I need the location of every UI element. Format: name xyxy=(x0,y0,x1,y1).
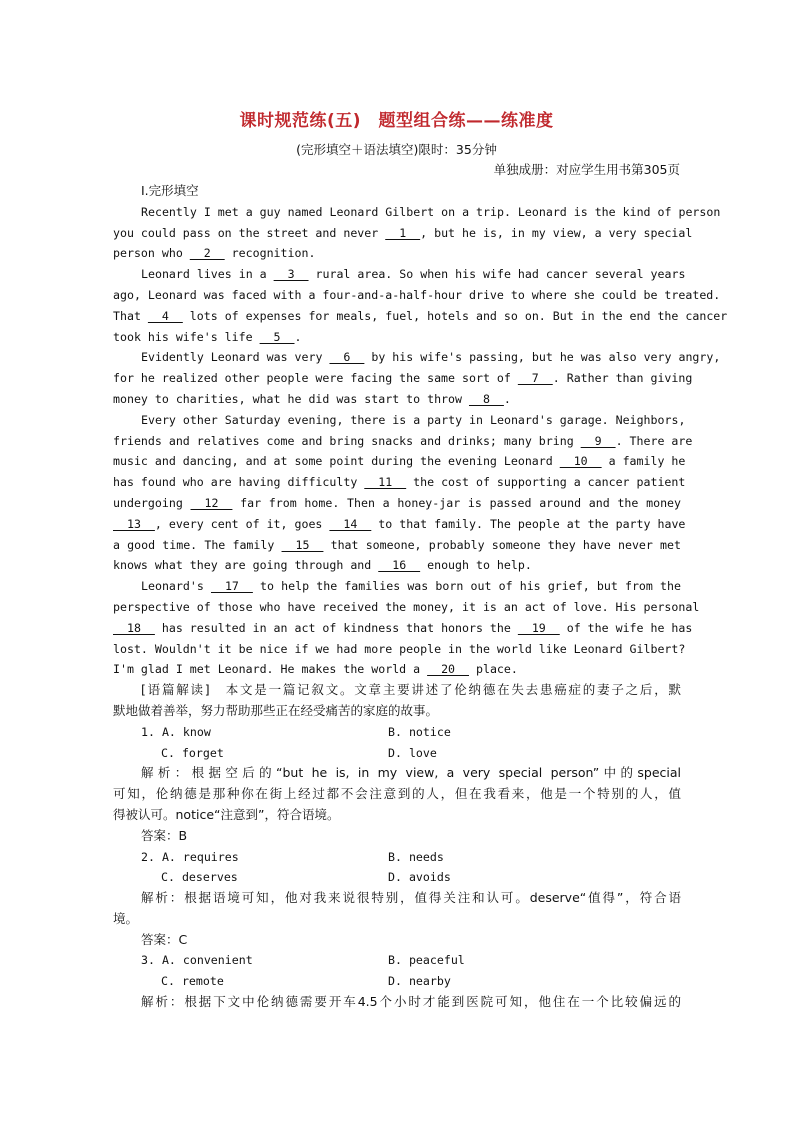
passage-line: has found who are having difficulty 11 the cost of supporting a cancer patient xyxy=(113,472,681,493)
passage-line: 18 has resulted in an act of kindness that honors the 19 of the wife he has xyxy=(113,618,681,639)
blank-19: 19 xyxy=(517,620,560,635)
passage-line: lost. Wouldn't it be nice if we had more people in the world like Leonard Gilbert? xyxy=(113,641,686,656)
blank-4: 4 xyxy=(147,308,183,323)
passage-line: a good time. The family 15 that someone, probably someone they have never met xyxy=(113,535,681,556)
blank-3: 3 xyxy=(273,267,309,282)
passage-line: you could pass on the street and never 1 , but he is, in my view, a very special xyxy=(113,223,681,244)
question-item xyxy=(113,950,681,1012)
blank-13: 13 xyxy=(113,516,155,531)
option-text: B. peaceful xyxy=(388,953,465,968)
passage-line: Leonard lives in a 3 rural area. So when his wife had cancer several years xyxy=(113,264,681,285)
passage-line: music and dancing, and at some point during the evening Leonard 10 a family he xyxy=(113,451,681,472)
question-list xyxy=(113,722,681,1013)
passage-line: Leonard's 17 to help the families was born out of his grief, but from the xyxy=(113,576,681,597)
option-text: B. needs xyxy=(388,849,444,864)
option-text: 3. A. convenient xyxy=(141,953,253,968)
explanation-line: 解析：根据空后的“but he is, in my view, a very special person”中的special xyxy=(141,765,681,781)
option-row xyxy=(113,743,681,764)
section-title: Ⅰ.完形填空 xyxy=(141,183,199,198)
blank-2: 2 xyxy=(189,246,225,261)
option-text: C. remote xyxy=(161,974,224,989)
passage-line: perspective of those who have received the money, it is an act of love. His personal xyxy=(113,599,700,614)
cloze-passage xyxy=(113,202,728,680)
blank-10: 10 xyxy=(559,454,602,469)
option-text: 2. A. requires xyxy=(141,849,239,864)
blank-18: 18 xyxy=(113,620,155,635)
passage-line: took his wife's life 5 . xyxy=(113,327,681,348)
blank-1: 1 xyxy=(385,225,421,240)
blank-16: 16 xyxy=(378,558,421,573)
blank-6: 6 xyxy=(329,350,365,365)
passage-analysis xyxy=(113,680,681,722)
explanation-line: 得被认可。notice“注意到”，符合语境。 xyxy=(113,806,340,822)
explanation-line: 可知，伦纳德是那种你在街上经过都不会注意到的人，但在我看来，他是一个特别的人，值 xyxy=(113,786,681,802)
option-text: D. nearby xyxy=(388,974,451,989)
passage-line: Recently I met a guy named Leonard Gilbert on a trip. Leonard is the kind of person xyxy=(141,204,721,219)
option-row xyxy=(113,867,681,888)
answer-line: 答案：C xyxy=(141,931,188,947)
blank-9: 9 xyxy=(580,433,616,448)
document-body xyxy=(113,181,728,1013)
blank-17: 17 xyxy=(210,579,253,594)
blank-5: 5 xyxy=(259,329,295,344)
option-text: C. forget xyxy=(161,745,224,760)
option-text: D. love xyxy=(388,745,437,760)
question-item xyxy=(113,847,681,951)
blank-7: 7 xyxy=(517,371,553,386)
page-subtitle: (完形填空＋语法填空)限时：35分钟 xyxy=(296,142,497,157)
passage-line: I'm glad I met Leonard. He makes the world a 20 place. xyxy=(113,659,681,680)
blank-8: 8 xyxy=(468,391,504,406)
analysis-line: [语篇解读] 本文是一篇记叙文。文章主要讲述了伦纳德在失去患癌症的妻子之后，默 xyxy=(141,682,681,698)
passage-line: person who 2 recognition. xyxy=(113,243,681,264)
passage-line: undergoing 12 far from home. Then a honey-jar is passed around and the money xyxy=(113,493,681,514)
book-reference: 单独成册：对应学生用书第305页 xyxy=(493,162,680,177)
passage-line: money to charities, what he did was start to throw 8 . xyxy=(113,389,681,410)
analysis-line: 默地做着善举，努力帮助那些正在经受痛苦的家庭的故事。 xyxy=(113,702,439,718)
page-title: 课时规范练(五) 题型组合练——练准度 xyxy=(239,111,554,131)
option-row xyxy=(113,847,681,868)
blank-15: 15 xyxy=(281,537,324,552)
passage-line: Every other Saturday evening, there is a party in Leonard's garage. Neighbors, xyxy=(141,412,686,427)
answer-line: 答案：B xyxy=(141,827,188,843)
option-text: B. notice xyxy=(388,724,451,739)
blank-14: 14 xyxy=(329,516,372,531)
explanation-line: 境。 xyxy=(113,910,139,926)
passage-line: knows what they are going through and 16 enough to help. xyxy=(113,555,681,576)
blank-11: 11 xyxy=(364,475,407,490)
question-item xyxy=(113,722,681,847)
explanation-line: 解析：根据下文中伦纳德需要开车4.5个小时才能到医院可知，他住在一个比较偏远的 xyxy=(141,994,681,1010)
blank-20: 20 xyxy=(427,662,469,677)
option-row xyxy=(113,722,681,743)
option-row xyxy=(113,971,681,992)
option-row xyxy=(113,950,681,971)
passage-line: Evidently Leonard was very 6 by his wife's passing, but he was also very angry, xyxy=(113,347,681,368)
option-text: D. avoids xyxy=(388,870,451,885)
option-text: 1. A. know xyxy=(141,724,211,739)
passage-line: ago, Leonard was faced with a four-and-a-half-hour drive to where she could be treated. xyxy=(113,287,721,302)
passage-line: for he realized other people were facing the same sort of 7 . Rather than giving xyxy=(113,368,681,389)
explanation-line: 解析：根据语境可知，他对我来说很特别，值得关注和认可。deserve“值得”，符合语 xyxy=(141,890,681,906)
passage-line: friends and relatives come and bring snacks and drinks; many bring 9 . There are xyxy=(113,431,681,452)
passage-line: That 4 lots of expenses for meals, fuel, hotels and so on. But in the end the cancer xyxy=(113,306,681,327)
option-text: C. deserves xyxy=(161,870,238,885)
blank-12: 12 xyxy=(190,495,233,510)
passage-line: 13 , every cent of it, goes 14 to that family. The people at the party have xyxy=(113,514,681,535)
